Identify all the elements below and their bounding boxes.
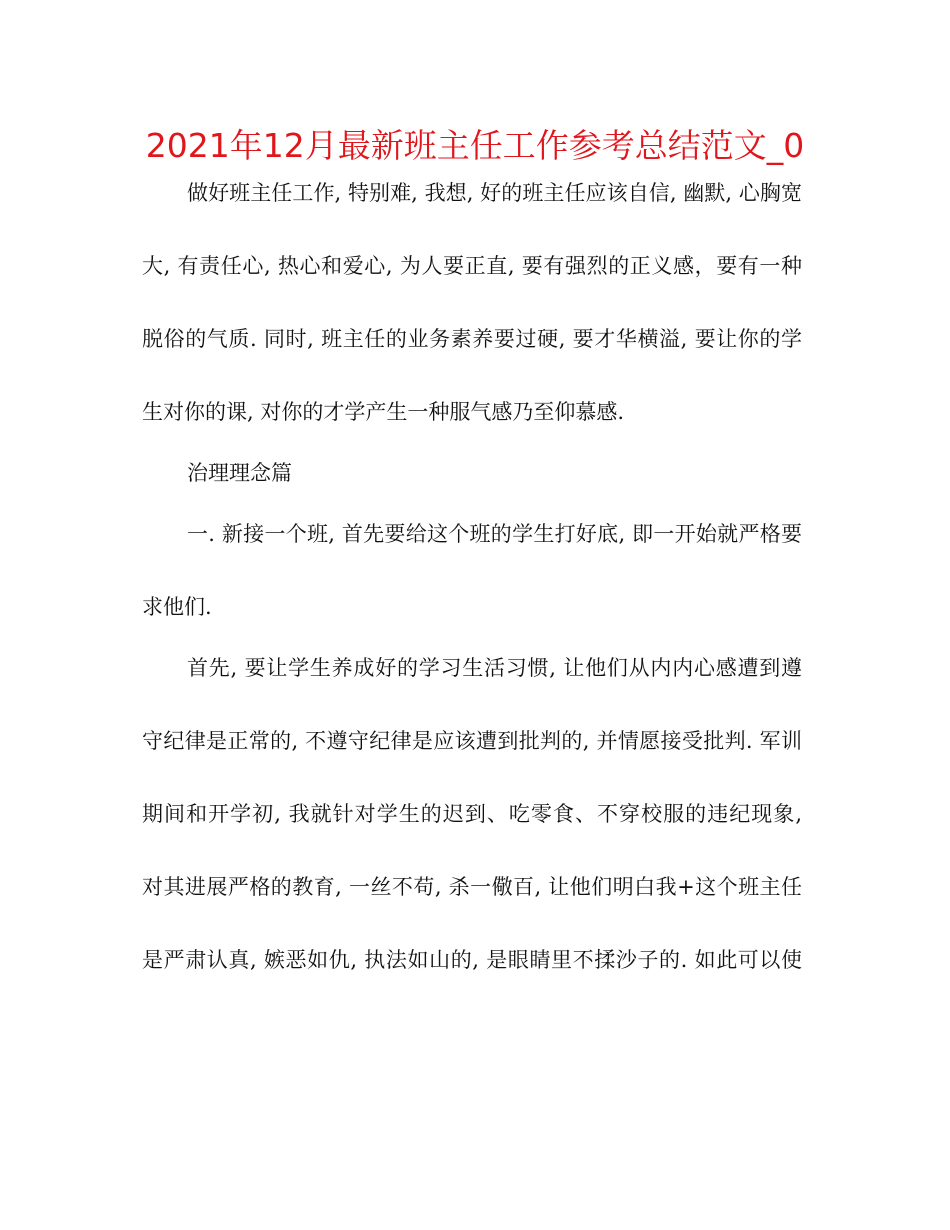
paragraph-3-line-3: 期间和开学初, 我就针对学生的迟到、吃零食、不穿校服的违纪现象, bbox=[142, 802, 802, 826]
paragraph-3-line-5: 是严肃认真, 嫉恶如仇, 执法如山的, 是眼睛里不揉沙子的. 如此可以使 bbox=[142, 948, 802, 972]
paragraph-3-line-2: 守纪律是正常的, 不遵守纪律是应该遭到批判的, 并情愿接受批判. 军训 bbox=[142, 729, 802, 753]
section-heading: 治理理念篇 bbox=[187, 461, 292, 485]
paragraph-2-line-2: 求他们. bbox=[142, 595, 212, 619]
paragraph-2-line-1: 一. 新接一个班, 首先要给这个班的学生打好底, 即一开始就严格要 bbox=[187, 522, 802, 546]
paragraph-1-line-2: 大, 有责任心, 热心和爱心, 为人要正直, 要有强烈的正义感，要有一种 bbox=[142, 254, 802, 278]
paragraph-3-line-4: 对其进展严格的教育, 一丝不苟, 杀一儆百, 让他们明白我+这个班主任 bbox=[142, 875, 802, 899]
document-title: 2021年12月最新班主任工作参考总结范文_0 bbox=[145, 126, 805, 165]
paragraph-3-line-1: 首先, 要让学生养成好的学习生活习惯, 让他们从内内心感遭到遵 bbox=[187, 656, 802, 680]
paragraph-1-line-1: 做好班主任工作, 特别难, 我想, 好的班主任应该自信, 幽默, 心胸宽 bbox=[187, 181, 802, 205]
paragraph-1-line-3: 脱俗的气质. 同时, 班主任的业务素养要过硬, 要才华横溢, 要让你的学 bbox=[142, 327, 802, 351]
paragraph-1-line-4: 生对你的课, 对你的才学产生一种服气感乃至仰慕感. bbox=[142, 400, 625, 424]
